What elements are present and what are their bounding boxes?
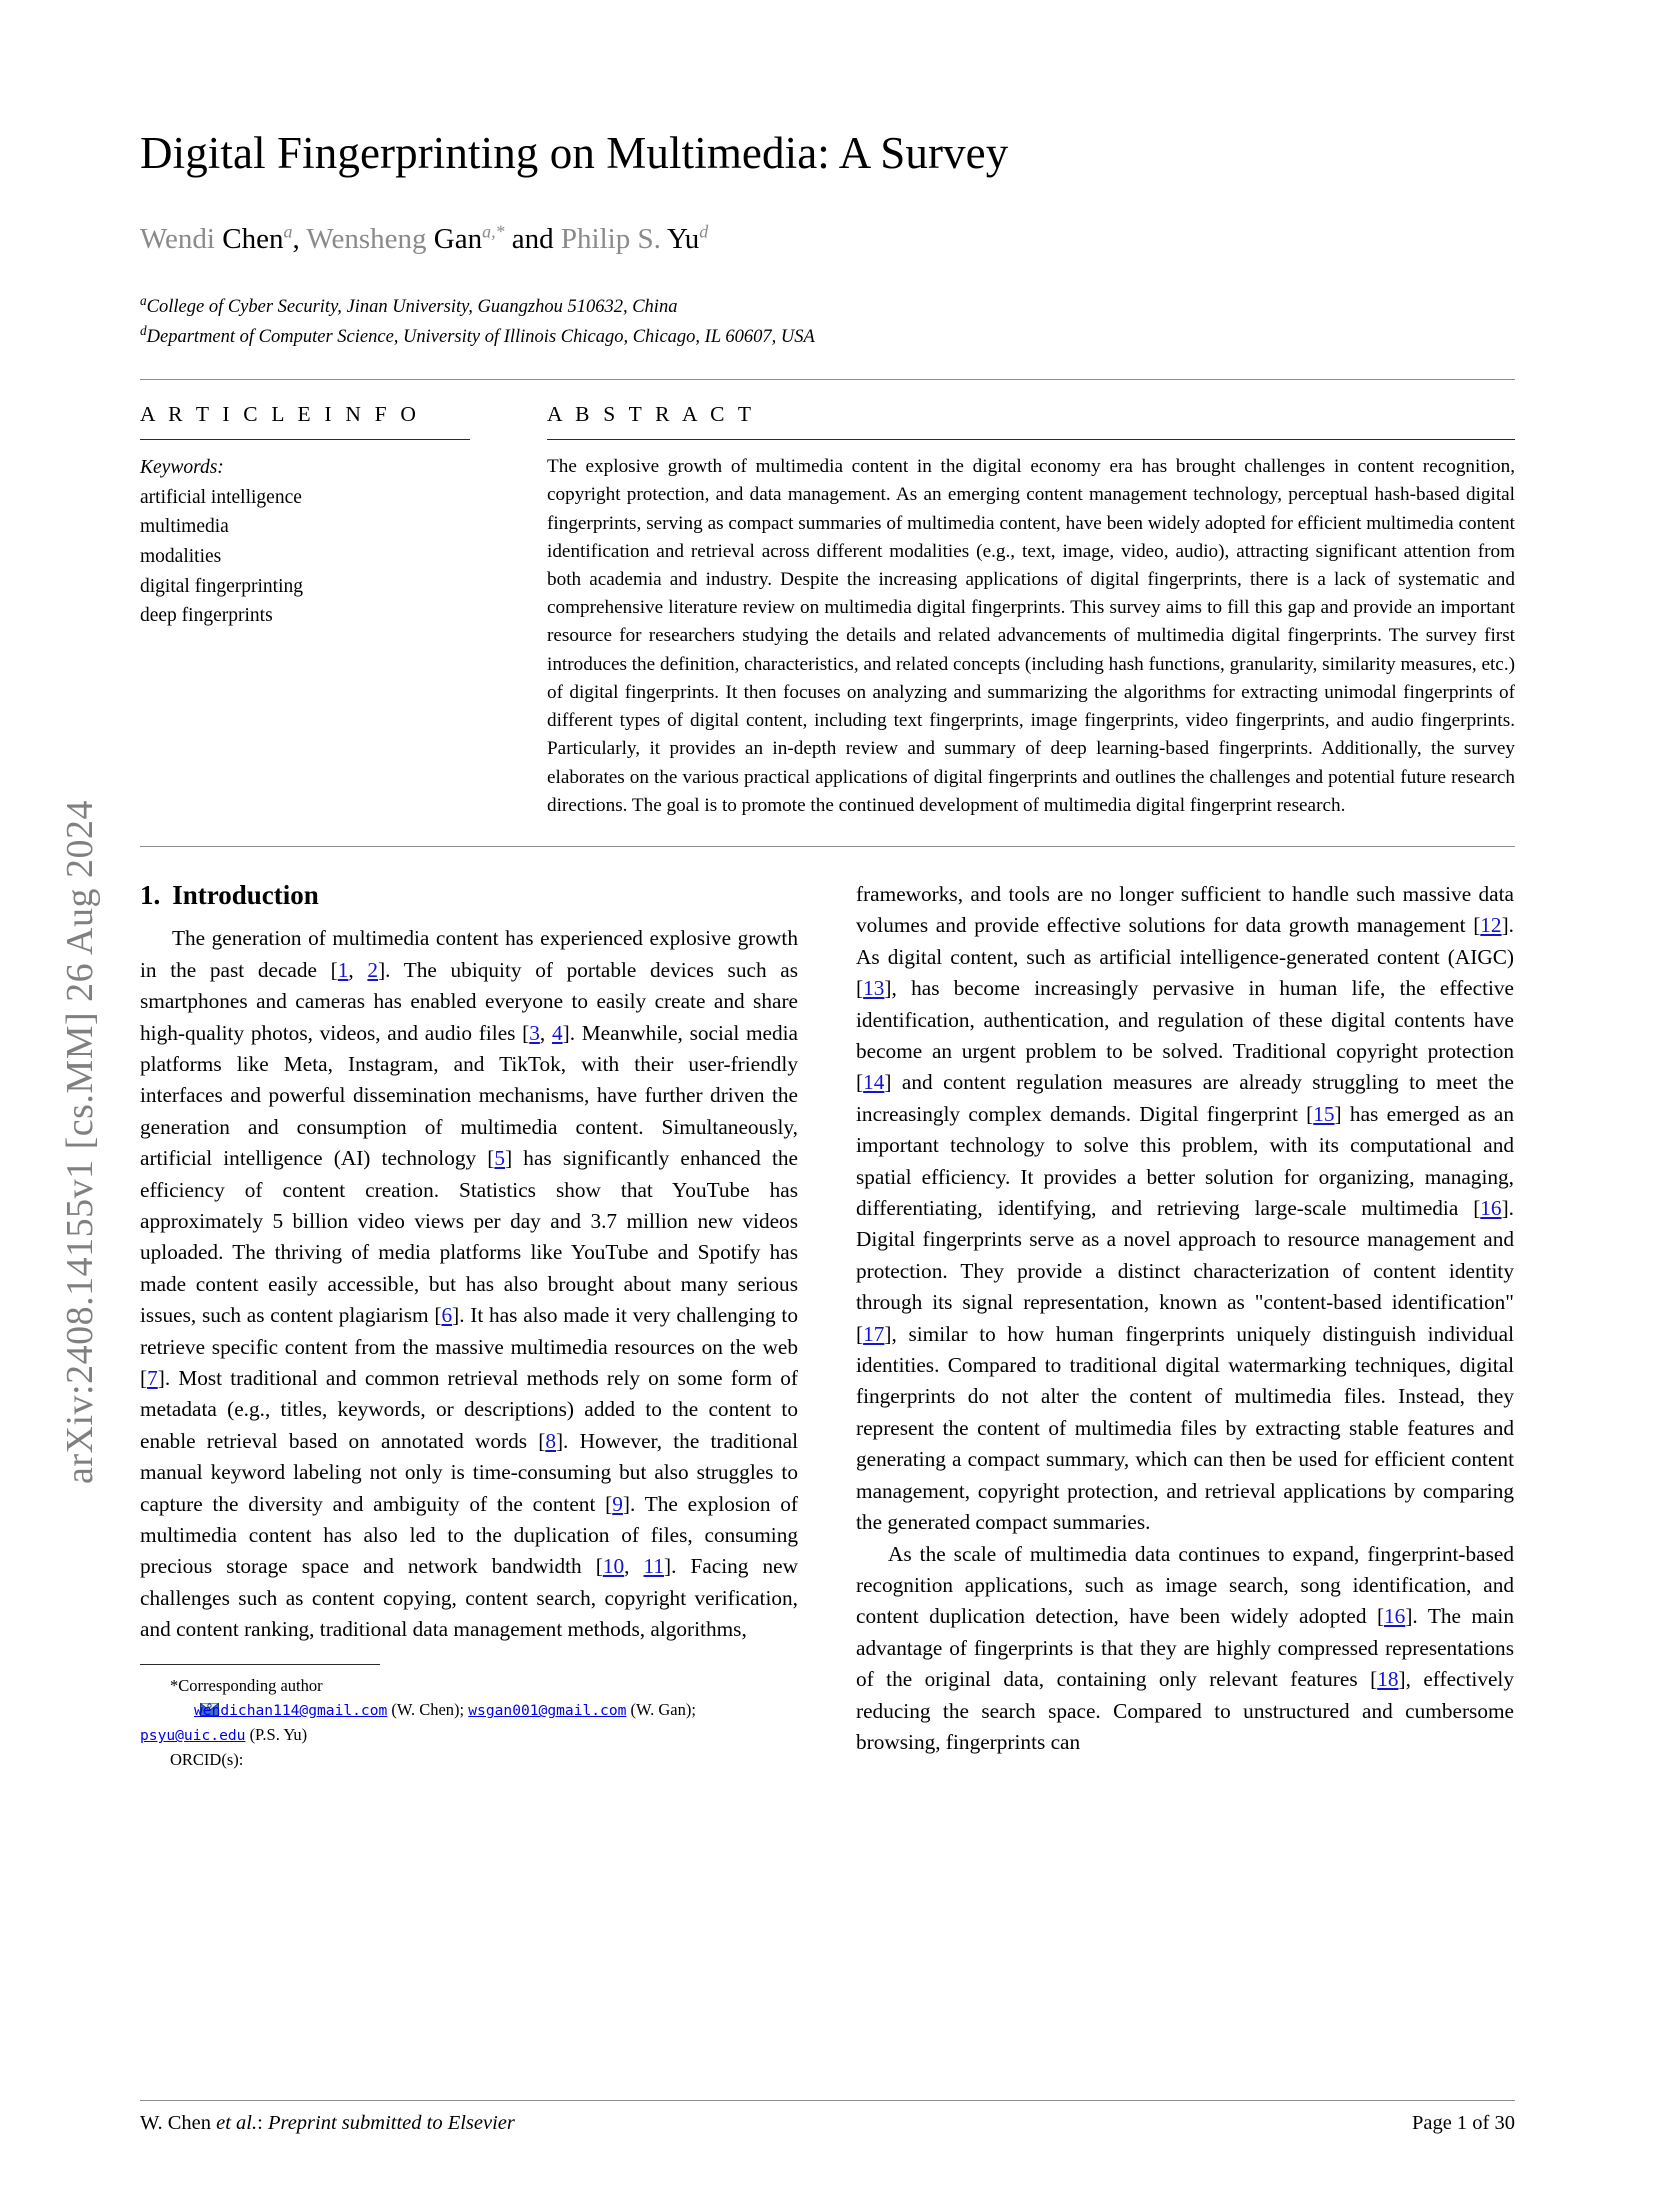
text-run: ]. It has also made it very challenging to retrieve specific content from the massive multimedia resources on the web [ xyxy=(140,1303,798,1391)
footnote-block xyxy=(140,1664,798,1773)
citation-link[interactable]: 15 xyxy=(1313,1101,1335,1126)
citation-link[interactable]: 12 xyxy=(1480,913,1502,938)
author-3-family: Yu xyxy=(667,223,700,256)
author-2-affil-mark: a,* xyxy=(482,221,505,242)
header-divider xyxy=(140,379,1515,380)
author-list xyxy=(140,222,1515,257)
author-2-given: Wensheng xyxy=(306,223,434,256)
citation-link[interactable]: 5 xyxy=(494,1146,506,1171)
text-run: ]. Digital fingerprints serve as a novel approach to resource management and protection. They provide a distinct characterization of content identity through its signal representation, known as "content-based identification" [ xyxy=(856,1196,1514,1346)
text-run: ]. However, the traditional manual keyword labeling not only is time-consuming but also struggles to capture the diversity and ambiguity of the content [ xyxy=(140,1428,798,1516)
footnote-divider xyxy=(140,1664,380,1665)
footer-left xyxy=(140,2112,515,2135)
citation-link[interactable]: 13 xyxy=(863,976,885,1001)
footer-authors: W. Chen xyxy=(140,2112,217,2134)
paragraph-intro-left xyxy=(140,923,798,1645)
author-1-affil-mark: a xyxy=(283,221,293,242)
page-title: Digital Fingerprinting on Multimedia: A Survey xyxy=(140,128,1009,178)
affiliation-d-mark: d xyxy=(140,323,147,338)
article-info-divider xyxy=(140,439,470,440)
citation-link[interactable]: 17 xyxy=(863,1321,885,1346)
email-owner-chen: (W. Chen); xyxy=(387,1700,469,1720)
footer-row xyxy=(140,2112,1515,2135)
text-run: , xyxy=(624,1554,644,1579)
email-link-chen[interactable]: wendichan114@gmail.com xyxy=(194,1702,388,1720)
keyword-item: artificial intelligence xyxy=(140,486,302,508)
affiliation-list xyxy=(140,293,1515,353)
abstract-heading: A B S T R A C T xyxy=(547,402,756,427)
paragraph-intro-right-2 xyxy=(856,1539,1514,1759)
text-run: ]. The main advantage of fingerprints is that they are highly compressed representations of the original data, containing only relevant features [ xyxy=(856,1604,1514,1692)
keywords-label: Keywords: xyxy=(140,457,224,479)
author-separator-1: , xyxy=(292,223,307,256)
text-run: , xyxy=(539,1020,552,1045)
footer-page-number: Page 1 of 30 xyxy=(1411,2112,1515,2134)
footer-preprint-note: Preprint submitted to Elsevier xyxy=(267,2112,515,2134)
text-run: As the scale of multimedia data continues to expand, fingerprint-based recognition applications, such as image search, song identification, and content duplication detection, have been widely adopted [ xyxy=(856,1541,1514,1629)
keywords-list xyxy=(140,483,470,631)
email-link-gan[interactable]: wsgan001@gmail.com xyxy=(468,1702,627,1720)
text-run: ], has become increasingly pervasive in human life, the effective identification, authentication, and regulation of these digital contents have become an urgent problem to be solved. Traditional copyright protection [ xyxy=(856,976,1514,1095)
corresponding-author-note: *Corresponding author xyxy=(170,1675,323,1695)
paper-content xyxy=(140,0,1515,2205)
text-run: The generation of multimedia content has experienced explosive growth in the past decade [ xyxy=(140,926,798,982)
email-link-yu[interactable]: psyu@uic.edu xyxy=(140,1727,246,1745)
citation-link[interactable]: 8 xyxy=(545,1428,556,1453)
paragraph-intro-right-1 xyxy=(856,879,1514,1539)
orcid-note: ORCID(s): xyxy=(170,1749,244,1769)
abstract-bottom-divider xyxy=(140,846,1515,847)
citation-link[interactable]: 10 xyxy=(602,1554,625,1579)
envelope-icon xyxy=(170,1699,189,1712)
article-info-panel xyxy=(140,402,490,820)
text-run: ]. As digital content, such as artificial intelligence-generated content (AIGC) [ xyxy=(856,913,1514,1001)
page-footer xyxy=(140,2100,1515,2135)
author-2-family: Gan xyxy=(433,223,483,256)
affiliation-a-text: College of Cyber Security, Jinan University, Guangzhou 510632, China xyxy=(146,297,678,318)
footer-colon: : xyxy=(257,2112,268,2134)
text-run: ]. The ubiquity of portable devices such as smartphones and cameras has enabled everyone to easily create and share high-quality photos, videos, and audio files [ xyxy=(140,957,798,1045)
keyword-item: deep fingerprints xyxy=(140,605,273,627)
affiliation-d-text: Department of Computer Science, University of Illinois Chicago, Chicago, IL 60607, USA xyxy=(146,327,815,348)
email-note xyxy=(140,1698,798,1748)
citation-link[interactable]: 16 xyxy=(1480,1196,1502,1221)
citation-link[interactable]: 3 xyxy=(529,1020,540,1045)
text-run: frameworks, and tools are no longer sufficient to handle such massive data volumes and provide effective solutions for data growth management [ xyxy=(856,881,1514,938)
citation-link[interactable]: 16 xyxy=(1384,1604,1406,1629)
abstract-panel xyxy=(490,402,1515,820)
arxiv-stamp: arXiv:2408.14155v1 [cs.MM] 26 Aug 2024 xyxy=(59,800,101,1484)
citation-link[interactable]: 7 xyxy=(147,1366,158,1391)
section-heading-introduction xyxy=(140,879,798,911)
citation-link[interactable]: 6 xyxy=(441,1303,453,1328)
footer-etal: et al. xyxy=(216,2112,258,2134)
citation-link[interactable]: 18 xyxy=(1377,1667,1399,1692)
text-run: , xyxy=(348,957,368,982)
two-column-body xyxy=(140,879,1515,1773)
section-title: Introduction xyxy=(172,879,319,910)
affiliation-d xyxy=(140,323,1515,353)
section-number: 1. xyxy=(140,879,161,910)
abstract-text: The explosive growth of multimedia content in the digital economy era has brought challenges in content recognition, copyright protection, and data management. As an emerging content management technology, perceptual hash-based digital fingerprints, serving as compact summaries of multimedia content, have been widely adopted for efficient multimedia content identification and retrieval across different modalities (e.g., text, image, video, audio), attracting significant attention from both academia and industry. Despite the increasing applications of digital fingerprints, there is a lack of systematic and comprehensive literature review on multimedia digital fingerprints. This survey aims to fill this gap and provide an important resource for researchers studying the details and related advancements of multimedia digital fingerprints. The survey first introduces the definition, characteristics, and related concepts (including hash functions, granularity, similarity measures, etc.) of digital fingerprints. It then focuses on analyzing and summarizing the algorithms for extracting unimodal fingerprints of different types of digital content, including text fingerprints, image fingerprints, video fingerprints, and audio fingerprints. Particularly, it provides an in-depth review and summary of deep learning-based fingerprints. Additionally, the survey elaborates on the various practical applications of digital fingerprints and outlines the challenges and potential future research directions. The goal is to promote the continued development of multimedia digital fingerprint research. xyxy=(547,456,1515,816)
footer-divider xyxy=(140,2100,1515,2101)
text-run: ], similar to how human fingerprints uniquely distinguish individual identities. Compared to traditional digital watermarking techniques, digital fingerprints do not alter the content of multimedia files. Instead, they represent the content of multimedia files by extracting stable features and generating a compact summary, which can then be used for efficient content management, copyright protection, and retrieval applications by comparing the generated compact summaries. xyxy=(856,1321,1514,1535)
abstract-divider xyxy=(547,439,1515,440)
keyword-item: modalities xyxy=(140,546,222,567)
column-left xyxy=(140,879,798,1773)
text-run: ] has emerged as an important technology to solve this problem, with its computational and spatial efficiency. It provides a better solution for organizing, managing, differentiating, identifying, and retrieving large-scale multimedia [ xyxy=(856,1101,1514,1221)
affiliation-a xyxy=(140,293,1515,323)
affiliation-a-mark: a xyxy=(140,293,147,309)
citation-link[interactable]: 11 xyxy=(643,1554,665,1579)
email-owner-yu: (P.S. Yu) xyxy=(245,1725,308,1745)
text-run: ], effectively reducing the search space. Compared to unstructured and cumbersome browsing, fingerprints can xyxy=(856,1667,1515,1754)
email-owner-gan: (W. Gan); xyxy=(626,1700,696,1720)
keyword-item: multimedia xyxy=(140,516,229,538)
author-conjunction: and xyxy=(504,223,561,256)
text-run: ] has significantly enhanced the efficiency of content creation. Statistics show that YouTube has approximately 5 billion video views per day and 3.7 million new videos uploaded. The thriving of media platforms like YouTube and Spotify has made content easily accessible, but has also brought about many serious issues, such as content plagiarism [ xyxy=(140,1146,798,1328)
info-abstract-band xyxy=(140,402,1515,820)
text-run: ]. Most traditional and common retrieval methods rely on some form of metadata (e.g., titles, keywords, or descriptions) added to the content to enable retrieval based on annotated words [ xyxy=(140,1366,798,1453)
citation-link[interactable]: 9 xyxy=(612,1491,623,1516)
text-run: ]. Facing new challenges such as content copying, content search, copyright verification, and content ranking, traditional data management methods, algorithms, xyxy=(140,1554,798,1642)
column-right xyxy=(856,879,1514,1773)
author-3-given: Philip S. xyxy=(560,223,668,256)
citation-link[interactable]: 2 xyxy=(367,957,379,982)
author-1-given: Wendi xyxy=(140,223,223,256)
author-1-family: Chen xyxy=(222,223,284,256)
text-run: ]. The explosion of multimedia content has also led to the duplication of files, consuming precious storage space and network bandwidth [ xyxy=(140,1491,799,1579)
text-run: ] and content regulation measures are already struggling to meet the increasingly complex demands. Digital fingerprint [ xyxy=(856,1070,1514,1126)
keyword-item: digital fingerprinting xyxy=(140,575,304,597)
citation-link[interactable]: 1 xyxy=(337,957,349,982)
text-run: ]. Meanwhile, social media platforms like Meta, Instagram, and TikTok, with their user-friendly interfaces and powerful dissemination mechanisms, have further driven the generation and consumption of multimedia content. Simultaneously, artificial intelligence (AI) technology [ xyxy=(140,1020,799,1171)
author-3-affil-mark: d xyxy=(699,221,709,242)
citation-link[interactable]: 4 xyxy=(551,1020,563,1045)
citation-link[interactable]: 14 xyxy=(863,1070,885,1095)
article-info-heading: A R T I C L E I N F O xyxy=(140,402,421,427)
